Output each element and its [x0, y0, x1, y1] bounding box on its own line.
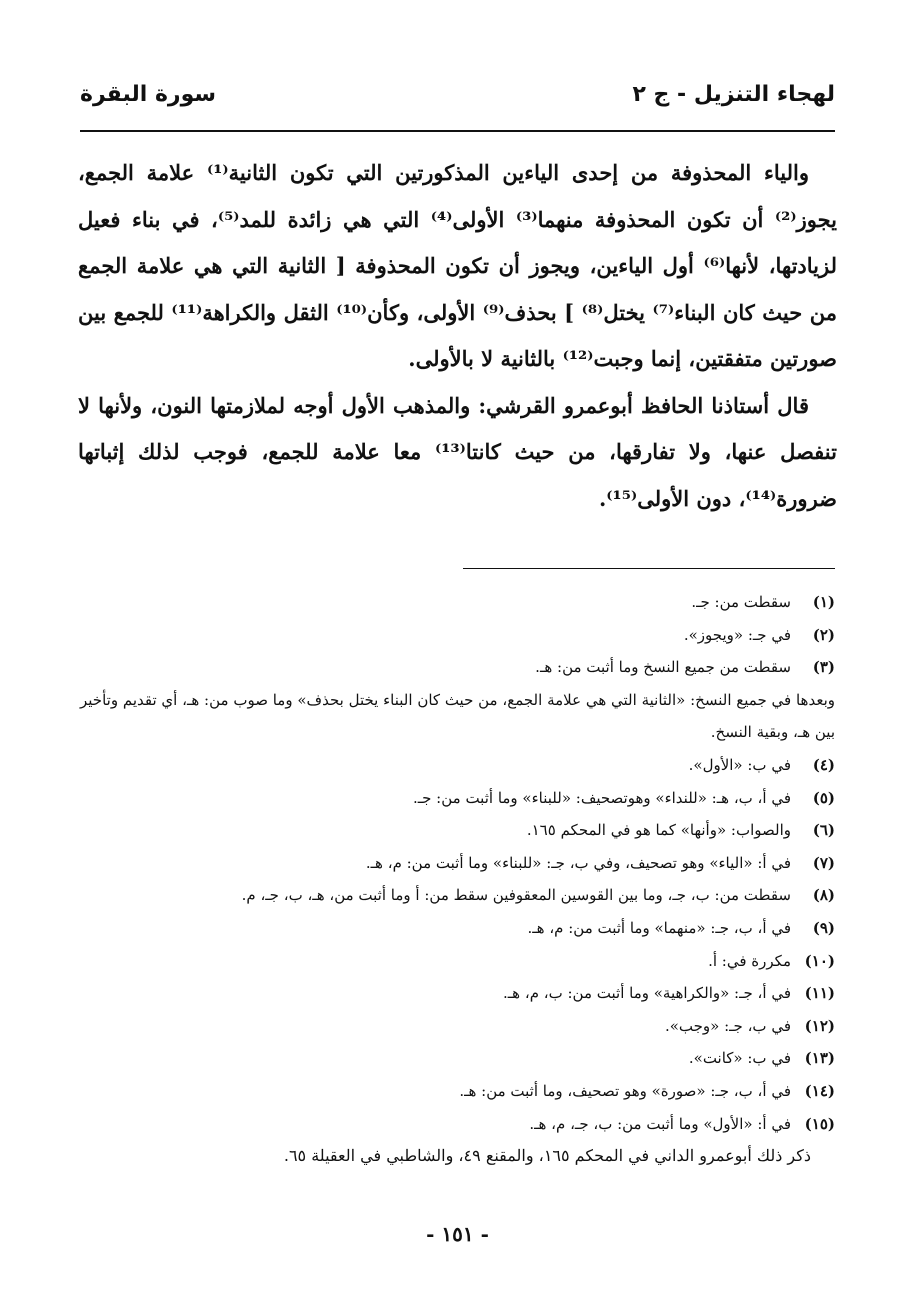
footnote-continuation: وبعدها في جميع النسخ: «الثانية التي هي علامة الجمع، من حيث كان البناء يختل بحذف» وما صوب من: هـ، أي تقديم وتأخير بين هـ، وبقية النسخ. [80, 690, 835, 742]
footnote-number: (١٥) [804, 1114, 835, 1133]
footnote-text: سقطت من جميع النسخ وما أثبت من: هـ. [535, 658, 791, 677]
footnote-item [80, 782, 835, 815]
body-paragraph: قال أستاذنا الحافظ أبوعمرو القرشي: والمذهب الأول أوجه لملازمتها النون، ولأنها لا تنفصل عنها، ولا تفارقها، من حيث كانتا⁽¹³⁾ معا علامة للجمع، فوجب لذلك إثباتها ضرورة⁽¹⁴⁾، دون الأولى⁽¹⁵⁾. [78, 392, 837, 511]
footnotes [80, 586, 835, 1173]
footnote-text: في أ، جـ: «والكراهية» وما أثبت من: ب، م، هـ. [503, 984, 791, 1003]
footnote-text: في أ، ب، جـ: «منهما» وما أثبت من: م، هـ. [527, 918, 791, 937]
body-paragraph: والياء المحذوفة من إحدى الياءين المذكورتين التي تكون الثانية⁽¹⁾ علامة الجمع، يجوز⁽²⁾ أن تكون المحذوفة منهما⁽³⁾ الأولى⁽⁴⁾ التي هي زائدة للمد⁽⁵⁾، في بناء فعيل لزيادتها، لأنها⁽⁶⁾ أول الياءين، ويجوز أن تكون المحذوفة [ الثانية التي هي علامة الجمع من حيث كان البناء⁽⁷⁾ يختل⁽⁸⁾ ] بحذف⁽⁹⁾ الأولى، وكأن⁽¹⁰⁾ الثقل والكراهة⁽¹¹⁾ للجمع بين صورتين متفقتين، إنما وجبت⁽¹²⁾ بالثانية لا بالأولى. [78, 160, 838, 371]
footnote-item [80, 749, 835, 782]
footnote-text: سقطت من: ب، جـ، وما بين القوسين المعقوفين سقط من: أ وما أثبت من، هـ، ب، جـ، م. [241, 886, 791, 905]
book-title: لهجاء التنزيل - ج ٢ [632, 82, 835, 107]
footnote-number: (١٠) [804, 951, 835, 970]
footnote-number: (٥) [812, 788, 835, 807]
surah-title: سورة البقرة [80, 82, 217, 107]
footnote-item [80, 912, 835, 945]
footnote-text: والصواب: «وأنها» كما هو في المحكم ١٦٥. [526, 821, 791, 840]
footnote-item [80, 1010, 835, 1043]
footnote-number: (٩) [812, 918, 835, 937]
footnote-text: في أ، ب، هـ: «للنداء» وهوتصحيف: «للبناء» وما أثبت من: جـ. [412, 788, 791, 807]
footnote-text: مكررة في: أ. [708, 951, 791, 970]
footnote-divider [463, 568, 835, 569]
footnote-item [80, 1042, 835, 1075]
footnote-item [80, 619, 835, 652]
footnote-number: (١٢) [804, 1016, 835, 1035]
footnote-number: (١٤) [804, 1081, 835, 1100]
footnote-item [80, 814, 835, 847]
header-divider [80, 130, 835, 132]
footnote-item [80, 1108, 835, 1141]
footnote-text: في ب: «الأول». [688, 755, 791, 774]
running-header [80, 82, 835, 122]
footnote-text: في أ، ب، جـ: «صورة» وهو تصحيف، وما أثبت من: هـ. [459, 1081, 791, 1100]
footnote-number: (٤) [812, 755, 835, 774]
footnote-item [80, 847, 835, 880]
footnote-number: (١) [812, 593, 835, 611]
footnote-number: (٢) [812, 625, 835, 644]
footnote-item [80, 586, 835, 619]
page-number: - ١٥١ - [426, 1222, 489, 1246]
footnote-item [80, 945, 835, 978]
footnote-text: في أ: «الياء» وهو تصحيف، وفي ب، جـ: «للبناء» وما أثبت من: م، هـ. [365, 853, 791, 872]
footnote-source-note: ذكر ذلك أبوعمرو الداني في المحكم ١٦٥، والمقنع ٤٩، والشاطبي في العقيلة ٦٥. [283, 1146, 811, 1166]
footnote-item [80, 977, 835, 1010]
footnote-item [80, 879, 835, 912]
footnote-text: في ب: «كانت». [688, 1049, 791, 1068]
footnote-number: (٣) [812, 658, 835, 677]
footnote-number: (٨) [812, 886, 835, 905]
main-text [78, 150, 837, 522]
footnote-text: سقطت من: جـ. [691, 593, 791, 611]
footnote-number: (٧) [812, 853, 835, 872]
footnote-text: في جـ: «ويجوز». [683, 625, 791, 644]
footnote-text: في ب، جـ: «وجب». [664, 1016, 791, 1035]
footnote-item [80, 1075, 835, 1108]
footnote-text: في أ: «الأول» وما أثبت من: ب، جـ، م، هـ. [529, 1114, 791, 1133]
footnote-number: (١١) [804, 984, 835, 1003]
footnote-number: (١٣) [804, 1049, 835, 1068]
footnote-number: (٦) [812, 821, 835, 840]
footnote-item [80, 651, 835, 684]
